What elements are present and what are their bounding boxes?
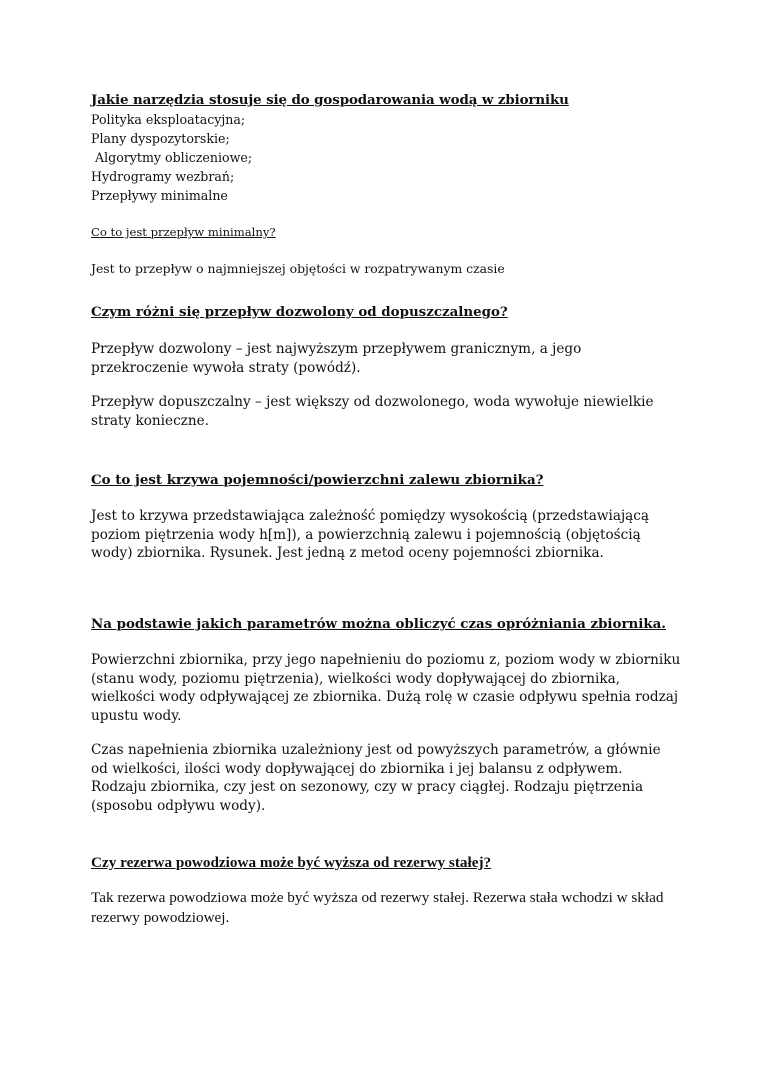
section-5-paragraph: Tak rezerwa powodziowa może być wyższa od rezerwy stałej. Rezerwa stała wchodzi w skład rezerwy powodziowej. bbox=[91, 889, 664, 926]
section-5-heading: Czy rezerwa powodziowa może być wyższa od rezerwy stałej? bbox=[91, 854, 492, 871]
sub-answer: Jest to przepływ o najmniejszej objętości w rozpatrywanym czasie bbox=[91, 261, 505, 276]
section-4-paragraph-1: Powierzchni zbiornika, przy jego napełnieniu do poziomu z, poziom wody w zbiorniku (stanu wody, poziomu piętrzenia), wielkości wody dopływającej do zbiornika, wielkości wody odpływającej ze zbiornika. Dużą rolę w czasie odpływu spełnia rodzaj upustu wody. bbox=[91, 652, 681, 724]
section-3-heading: Co to jest krzywa pojemności/powierzchni zalewu zbiornika? bbox=[91, 472, 544, 488]
section-2-paragraph-2: Przepływ dopuszczalny – jest większy od dozwolonego, woda wywołuje niewielkie straty konieczne. bbox=[91, 394, 654, 429]
section-2-paragraph-1: Przepływ dozwolony – jest najwyższym przepływem granicznym, a jego przekroczenie wywoła straty (powódź). bbox=[91, 341, 582, 376]
list-item: Plany dyspozytorskie; bbox=[91, 131, 230, 146]
section-4-heading: Na podstawie jakich parametrów można obliczyć czas opróżniania zbiornika. bbox=[91, 616, 666, 632]
section-1-heading: Jakie narzędzia stosuje się do gospodarowania wodą w zbiorniku bbox=[91, 92, 569, 108]
list-item: Przepływy minimalne bbox=[91, 188, 228, 203]
list-item: Polityka eksploatacyjna; bbox=[91, 112, 246, 127]
section-4-paragraph-2: Czas napełnienia zbiornika uzależniony jest od powyższych parametrów, a głównie od wielkości, ilości wody dopływającej do zbiornika i jej balansu z odpływem. Rodzaju zbiornika, czy jest on sezonowy, czy w pracy ciągłej. Rodzaju piętrzenia (sposobu odpływu wody). bbox=[91, 742, 661, 814]
sub-question: Co to jest przepływ minimalny? bbox=[91, 225, 276, 239]
tools-list bbox=[91, 110, 691, 205]
section-2-heading: Czym różni się przepływ dozwolony od dopuszczalnego? bbox=[91, 304, 508, 320]
list-item: Hydrogramy wezbrań; bbox=[91, 169, 235, 184]
section-3-paragraph: Jest to krzywa przedstawiająca zależność pomiędzy wysokością (przedstawiającą poziom piętrzenia wody h[m]), a powierzchnią zalewu i pojemnością (objętością wody) zbiornika. Rysunek. Jest jedną z metod oceny pojemności zbiornika. bbox=[91, 508, 650, 561]
list-item: Algorytmy obliczeniowe; bbox=[91, 150, 253, 165]
